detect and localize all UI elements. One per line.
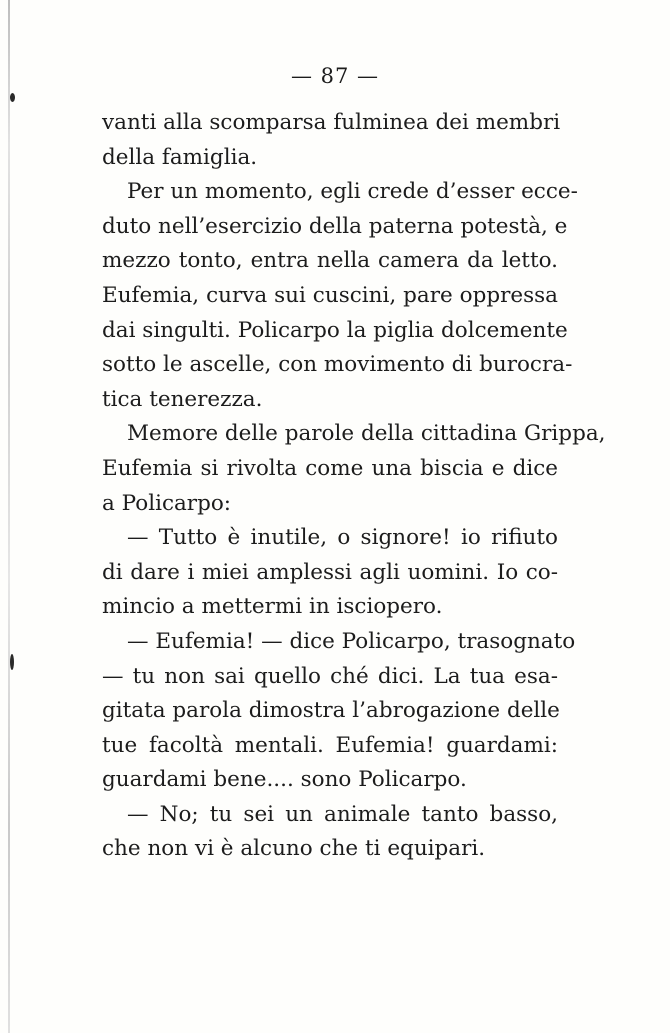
body-text [102, 106, 606, 867]
text-line: — tu non sai quello ché dici. La tua esa- [102, 663, 558, 689]
text-line: vanti alla scomparsa fulminea dei membri [102, 110, 561, 135]
text-line: Per un momento, egli crede d’esser ecce- [127, 179, 578, 205]
text-line: — Tutto è inutile, o signore! io rifiuto [127, 525, 558, 551]
text-line: che non vi è alcuno che ti equipari. [102, 836, 486, 862]
binding-edge [8, 0, 10, 1033]
text-line: tue facoltà mentali. Eufemia! guardami: [102, 732, 558, 758]
text-line: a Policarpo: [102, 490, 232, 516]
text-line: — No; tu sei un animale tanto basso, [127, 801, 558, 827]
text-line: mezzo tonto, entra nella camera da letto. [102, 248, 558, 274]
text-line: di dare i miei amplessi agli uomini. Io co- [102, 559, 558, 585]
text-line: — Eufemia! — dice Policarpo, trasognato [127, 628, 576, 654]
page-number: — 87 — [290, 64, 380, 88]
text-line: tica tenerezza. [102, 386, 263, 412]
text-line: dai singulti. Policarpo la piglia dolcemente [102, 317, 568, 343]
ink-speck [10, 93, 15, 102]
ink-speck [10, 654, 14, 670]
text-line: sotto le ascelle, con movimento di burocra- [102, 352, 573, 378]
text-line: gitata parola dimostra l’abrogazione delle [102, 698, 560, 724]
text-line: guardami bene.... sono Policarpo. [102, 767, 467, 793]
text-line: Eufemia, curva sui cuscini, pare oppressa [102, 282, 558, 308]
text-line: mincio a mettermi in isciopero. [102, 594, 443, 620]
text-line: della famiglia. [102, 144, 258, 170]
text-line: duto nell’esercizio della paterna potestà, e [102, 213, 568, 239]
text-line: Memore delle parole della cittadina Grippa, [127, 421, 606, 447]
text-line: Eufemia si rivolta come una biscia e dice [102, 455, 558, 481]
